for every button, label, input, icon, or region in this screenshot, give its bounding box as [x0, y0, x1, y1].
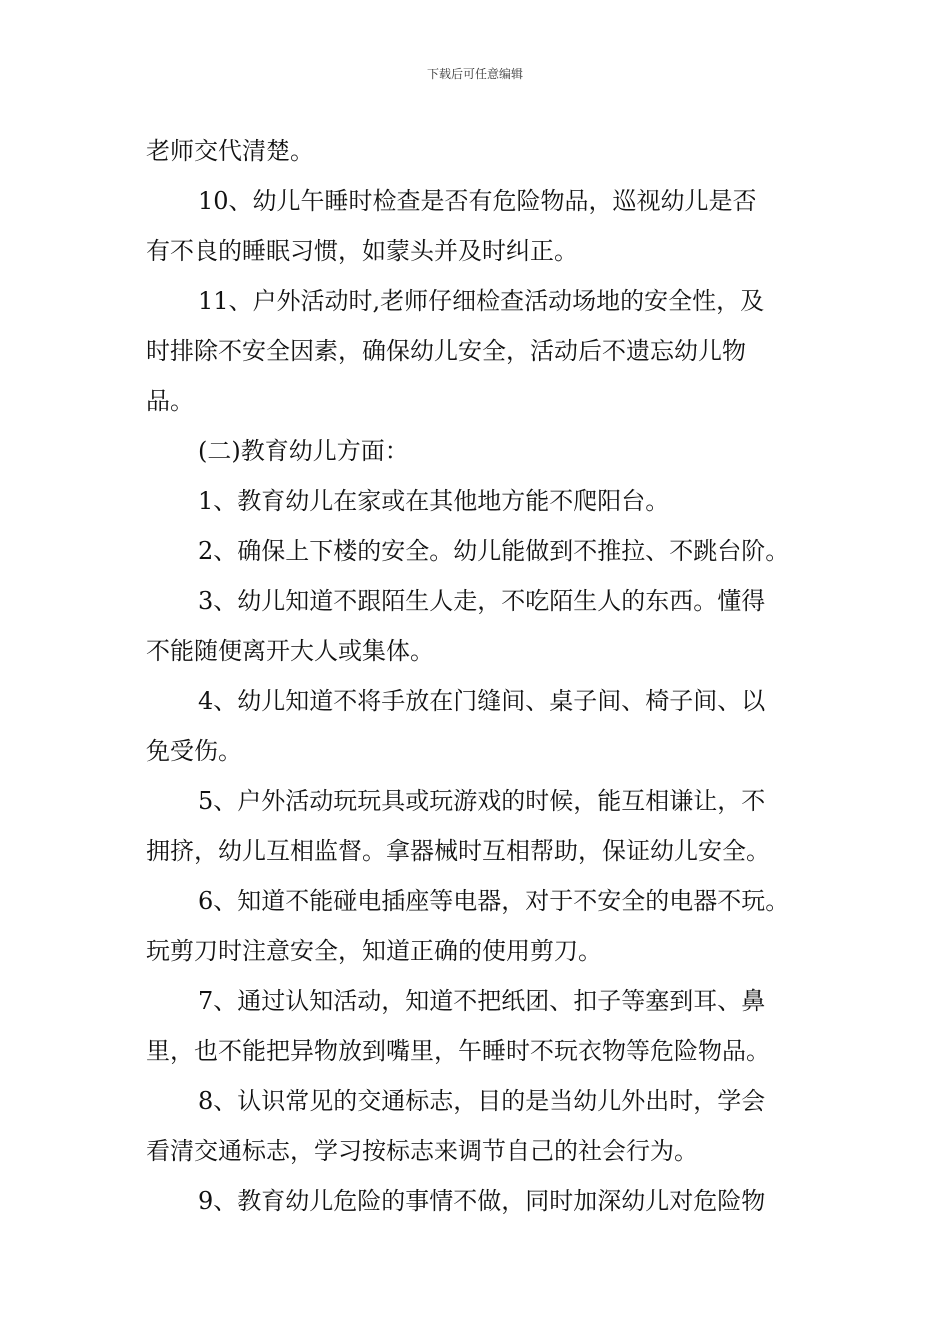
text-line: 2、确保上下楼的安全。幼儿能做到不推拉、不跳台阶。 — [198, 537, 790, 565]
text-line: 时排除不安全因素，确保幼儿安全，活动后不遗忘幼儿物 — [146, 337, 746, 365]
text-line: 里，也不能把异物放到嘴里，午睡时不玩衣物等危险物品。 — [146, 1037, 770, 1065]
text-line: 玩剪刀时注意安全，知道正确的使用剪刀。 — [146, 937, 602, 965]
text-line: 7、通过认知活动，知道不把纸团、扣子等塞到耳、鼻 — [198, 987, 766, 1015]
text-line: 免受伤。 — [146, 737, 242, 765]
text-line: 品。 — [146, 387, 194, 415]
text-line: 5、户外活动玩玩具或玩游戏的时候，能互相谦让，不 — [198, 787, 766, 815]
text-line: 8、认识常见的交通标志，目的是当幼儿外出时，学会 — [198, 1087, 766, 1115]
text-line: 看清交通标志，学习按标志来调节自己的社会行为。 — [146, 1137, 698, 1165]
document-body — [146, 126, 826, 1226]
text-line: 10、幼儿午睡时检查是否有危险物品，巡视幼儿是否 — [198, 187, 757, 215]
text-line: 3、幼儿知道不跟陌生人走，不吃陌生人的东西。懂得 — [198, 587, 766, 615]
text-line: 老师交代清楚。 — [146, 137, 314, 165]
text-line: 有不良的睡眠习惯，如蒙头并及时纠正。 — [146, 237, 578, 265]
text-line: 9、教育幼儿危险的事情不做，同时加深幼儿对危险物 — [198, 1187, 766, 1215]
section-heading: (二)教育幼儿方面： — [198, 437, 409, 465]
page-header: 下载后可任意编辑 — [426, 67, 523, 81]
text-line: 4、幼儿知道不将手放在门缝间、桌子间、椅子间、以 — [198, 687, 766, 715]
text-line: 6、知道不能碰电插座等电器，对于不安全的电器不玩。 — [198, 887, 790, 915]
text-line: 拥挤，幼儿互相监督。拿器械时互相帮助，保证幼儿安全。 — [146, 837, 770, 865]
text-line: 1、教育幼儿在家或在其他地方能不爬阳台。 — [198, 487, 670, 515]
text-line: 11、户外活动时,老师仔细检查活动场地的安全性，及 — [198, 287, 765, 315]
text-line: 不能随便离开大人或集体。 — [146, 637, 434, 665]
